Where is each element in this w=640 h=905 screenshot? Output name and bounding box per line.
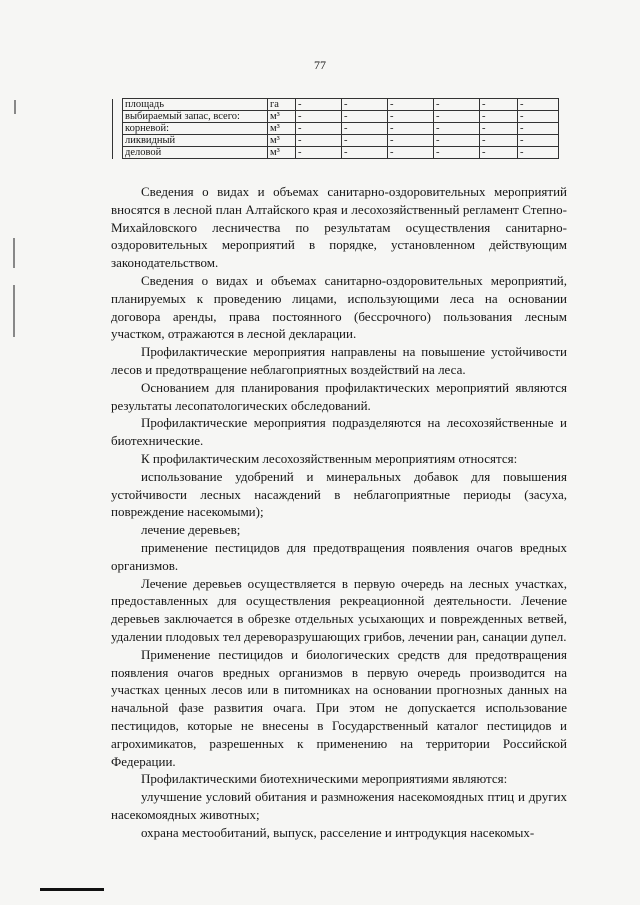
table-row [113,135,559,147]
paragraph: Применение пестицидов и биологических средств для предотвращения появления очагов вредных организмов в первую очередь производится на участках ценных лесов или в питомниках на основании прогнозных данных на начальной фазе развития очага. При этом не допускается использование пестицидов, которые не внесены в Государственный каталог пестицидов и агрохимикатов, разрешенных к применению на территории Российской Федерации. [111,646,567,769]
table-cell: - [296,123,342,135]
table-cell: - [388,123,434,135]
table-cell: - [518,99,559,111]
table-cell: - [388,99,434,111]
volume-table-body [113,99,559,159]
table-cell: - [434,123,480,135]
table-blank-cell [113,147,123,159]
table-blank-cell [113,99,123,111]
table-cell: - [342,147,388,159]
list-item: охрана местообитаний, выпуск, расселение и интродукция насекомых- [141,824,535,840]
table-cell: - [480,147,518,159]
forest-volume-table-fragment [112,98,558,159]
scan-margin-mark [14,100,16,114]
table-cell: - [296,147,342,159]
table-row-unit: га [268,99,296,111]
table-row-unit: м³ [268,135,296,147]
table-cell: - [518,111,559,123]
table-cell: - [434,135,480,147]
table-cell: - [296,135,342,147]
table-cell: - [342,135,388,147]
paragraph: Сведения о видах и объемах санитарно-оздоровительных мероприятий вносятся в лесной план Алтайского края и лесохозяйственный регламент Степно-Михайловского лесничества по результатам осуществления санитарно-оздоровительных мероприятий в порядке, установленном действующим законодательством. [111,184,567,271]
table-row-name: деловой [123,147,268,159]
table-row-unit: м³ [268,147,296,159]
list-item: использование удобрений и минеральных добавок для повышения устойчивости лесных насаждений в неблагоприятные периоды (засуха, повреждение насекомыми); [111,468,567,520]
table-cell: - [518,123,559,135]
table-cell: - [296,99,342,111]
scan-margin-mark [13,238,15,268]
table-row [113,147,559,159]
table-cell: - [388,147,434,159]
paragraph: Лечение деревьев осуществляется в первую очередь на лесных участках, предоставленных для осуществления рекреационной деятельности. Лечение деревьев заключается в обрезке отдельных усыхающих и поврежденных ветвей, удалении плодовых тел дереворазрушающих грибов, лечении ран, санации дупел. [111,575,567,644]
table-cell: - [518,135,559,147]
paragraph: К профилактическим лесохозяйственным мероприятиям относятся: [141,450,518,466]
table-row [113,111,559,123]
page-number: 77 [314,58,326,72]
table-cell: - [296,111,342,123]
table-cell: - [480,99,518,111]
table-row-name: ликвидный [123,135,268,147]
table-row-name: площадь [123,99,268,111]
scan-edge-bar [40,888,104,891]
body-text [111,183,567,841]
table-cell: - [342,111,388,123]
table-cell: - [480,123,518,135]
paragraph: Профилактические мероприятия подразделяются на лесохозяйственные и биотехнические. [111,415,567,449]
table-cell: - [434,111,480,123]
scan-margin-mark [13,285,15,337]
table-cell: - [434,99,480,111]
table-blank-cell [113,135,123,147]
table-cell: - [480,135,518,147]
table-row-name: корневой: [123,123,268,135]
list-item: применение пестицидов для предотвращения появления очагов вредных организмов. [111,539,567,573]
paragraph: Основанием для планирования профилактических мероприятий являются результаты лесопатологических обследований. [111,379,567,413]
table-row-unit: м³ [268,111,296,123]
table-blank-cell [113,111,123,123]
paragraph: Сведения о видах и объемах санитарно-оздоровительных мероприятий, планируемых к проведению лицами, использующими леса на основании договора аренды, права постоянного (бессрочного) пользования лесным участком, отражаются в лесной декларации. [111,272,567,342]
table-row [113,99,559,111]
table-cell: - [388,111,434,123]
table-row-name: выбираемый запас, всего: [123,111,268,123]
table-blank-cell [113,123,123,135]
volume-table [112,98,559,159]
table-row-unit: м³ [268,123,296,135]
table-cell: - [342,99,388,111]
paragraph: Профилактическими биотехническими мероприятиями являются: [141,771,508,787]
list-item: лечение деревьев; [141,522,241,538]
paragraph: Профилактические мероприятия направлены на повышение устойчивости лесов и предотвращение неблагоприятных воздействий на леса. [111,344,567,377]
table-cell: - [434,147,480,159]
table-cell: - [342,123,388,135]
table-cell: - [480,111,518,123]
table-cell: - [388,135,434,147]
table-row [113,123,559,135]
table-cell: - [518,147,559,159]
list-item: улучшение условий обитания и размножения насекомоядных птиц и других насекомоядных животных; [111,789,567,822]
